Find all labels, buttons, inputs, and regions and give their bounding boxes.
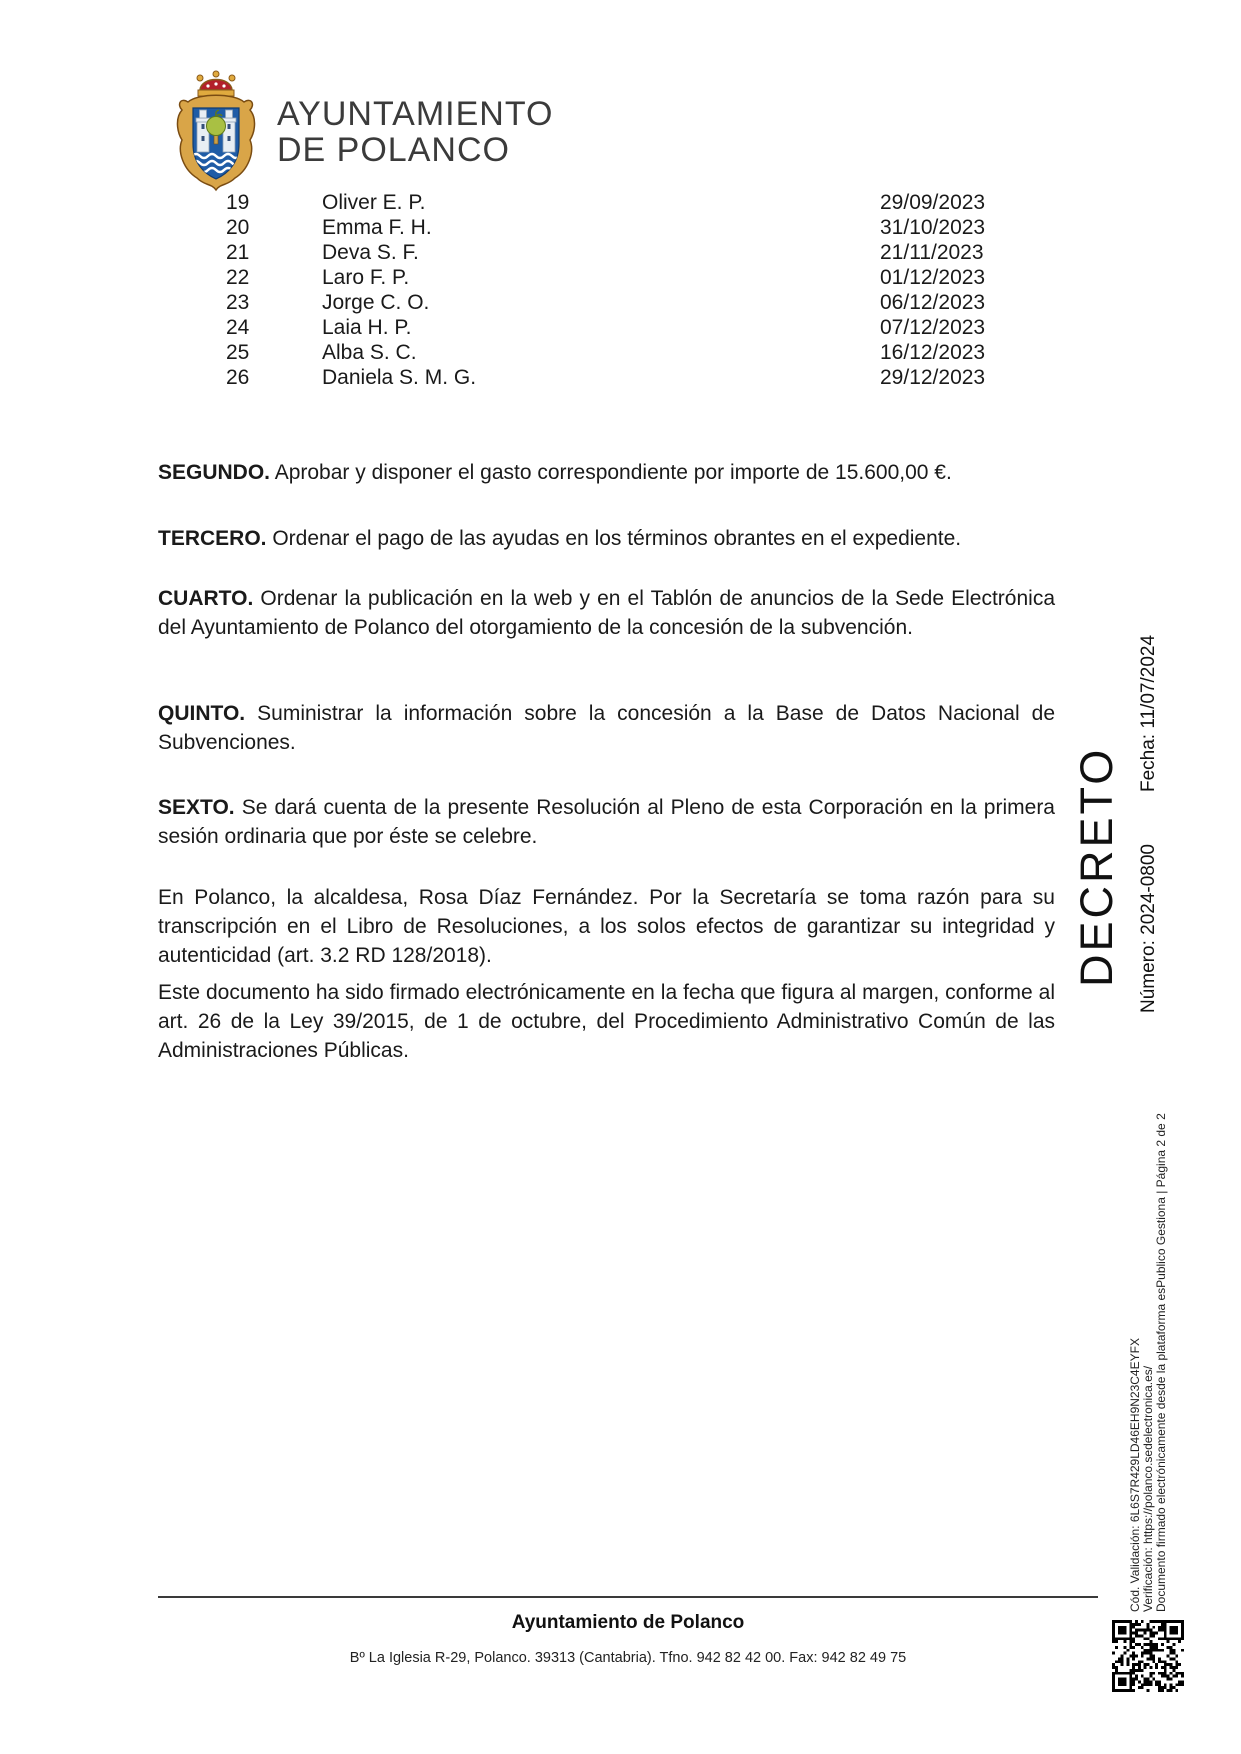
row-name: Daniela S. M. G. bbox=[322, 366, 477, 389]
paragraph-text: Ordenar la publicación en la web y en el Tablón de anuncios de la Sede Electrónica del Ayuntamiento de Polanco del otorgamiento de la concesión de la subvención. bbox=[158, 587, 1055, 639]
row-number: 25 bbox=[226, 341, 250, 364]
table-row bbox=[0, 265, 1100, 290]
verification-qr-code-icon bbox=[1112, 1620, 1184, 1692]
row-date: 01/12/2023 bbox=[880, 266, 986, 289]
paragraph-lead: CUARTO. bbox=[158, 587, 254, 610]
row-date: 16/12/2023 bbox=[880, 341, 986, 364]
polanco-coat-of-arms-icon bbox=[174, 66, 258, 192]
paragraph-lead: SEGUNDO. bbox=[158, 461, 271, 484]
table-row bbox=[0, 340, 1100, 365]
paragraph-text: Suministrar la información sobre la concesión a la Base de Datos Nacional de Subvenciones. bbox=[158, 702, 1055, 754]
margin-doc-type: DECRETO bbox=[1071, 746, 1122, 987]
org-line1: AYUNTAMIENTO bbox=[277, 95, 554, 133]
table-row bbox=[0, 215, 1100, 240]
row-number: 26 bbox=[226, 366, 250, 389]
row-number: 24 bbox=[226, 316, 250, 339]
paragraph-firmado-electronicamente bbox=[158, 978, 1055, 1065]
row-number: 19 bbox=[226, 191, 250, 214]
row-name: Deva S. F. bbox=[322, 241, 419, 264]
paragraph-cuarto bbox=[158, 584, 1055, 642]
row-name: Emma F. H. bbox=[322, 216, 432, 239]
paragraph-text: Ordenar el pago de las ayudas en los términos obrantes en el expediente. bbox=[266, 527, 962, 550]
paragraph-lead: SEXTO. bbox=[158, 796, 235, 819]
paragraph-firma bbox=[158, 883, 1055, 970]
row-name: Jorge C. O. bbox=[322, 291, 430, 314]
org-line2: DE POLANCO bbox=[277, 131, 510, 169]
paragraph-text: Este documento ha sido firmado electrónicamente en la fecha que figura al margen, conforme al art. 26 de la Ley 39/2015, de 1 de octubre, del Procedimiento Administrativo Común de las Administraciones Públicas. bbox=[158, 981, 1055, 1062]
row-number: 20 bbox=[226, 216, 250, 239]
crown bbox=[197, 71, 235, 96]
row-date: 29/09/2023 bbox=[880, 191, 986, 214]
validation-code-line: Cód. Validación: 6L6S7R429LD46EH9N23C4EYFX bbox=[1128, 1338, 1142, 1612]
row-number: 21 bbox=[226, 241, 250, 264]
paragraph-text: Aprobar y disponer el gasto correspondiente por importe de 15.600,00 €. bbox=[270, 461, 952, 484]
footer-organisation: Ayuntamiento de Polanco bbox=[511, 1612, 745, 1633]
row-date: 29/12/2023 bbox=[880, 366, 986, 389]
paragraph-text: En Polanco, la alcaldesa, Rosa Díaz Fernández. Por la Secretaría se toma razón para su transcripción en el Libro de Resoluciones, a los solos efectos de garantizar su integridad y autenticidad (art. 3.2 RD 128/2018). bbox=[158, 886, 1055, 967]
row-name: Alba S. C. bbox=[322, 341, 417, 364]
table-row bbox=[0, 315, 1100, 340]
row-date: 06/12/2023 bbox=[880, 291, 986, 314]
paragraph-segundo bbox=[158, 458, 1055, 487]
margin-number-date bbox=[1138, 635, 1160, 1013]
row-date: 07/12/2023 bbox=[880, 316, 986, 339]
table-row bbox=[0, 365, 1100, 390]
row-number: 22 bbox=[226, 266, 250, 289]
signed-platform-line: Documento firmado electrónicamente desde la plataforma esPublico Gestiona | Página 2 de 2 bbox=[1154, 1113, 1168, 1612]
table-row bbox=[0, 240, 1100, 265]
paragraph-quinto bbox=[158, 699, 1055, 757]
row-date: 31/10/2023 bbox=[880, 216, 986, 239]
beneficiaries-table bbox=[0, 190, 1100, 390]
paragraph-lead: QUINTO. bbox=[158, 702, 246, 725]
paragraph-text: Se dará cuenta de la presente Resolución al Pleno de esta Corporación en la primera sesión ordinaria que por éste se celebre. bbox=[158, 796, 1055, 848]
row-name: Laro F. P. bbox=[322, 266, 410, 289]
row-name: Oliver E. P. bbox=[322, 191, 426, 214]
footer-divider bbox=[158, 1596, 1098, 1598]
table-row bbox=[0, 190, 1100, 215]
paragraph-tercero bbox=[158, 524, 1055, 553]
footer-address: Bº La Iglesia R-29, Polanco. 39313 (Cantabria). Tfno. 942 82 42 00. Fax: 942 82 49 75 bbox=[349, 1650, 907, 1666]
paragraph-lead: TERCERO. bbox=[158, 527, 267, 550]
row-date: 21/11/2023 bbox=[880, 241, 984, 264]
row-number: 23 bbox=[226, 291, 250, 314]
table-row bbox=[0, 290, 1100, 315]
decree-date: Fecha: 11/07/2024 bbox=[1138, 634, 1159, 792]
decree-number: Número: 2024-0800 bbox=[1138, 844, 1159, 1013]
paragraph-sexto bbox=[158, 793, 1055, 851]
row-name: Laia H. P. bbox=[322, 316, 412, 339]
organisation-name bbox=[277, 96, 553, 168]
verification-url-line: Verificación: https://polanco.sedelectronica.es/ bbox=[1141, 1365, 1155, 1612]
